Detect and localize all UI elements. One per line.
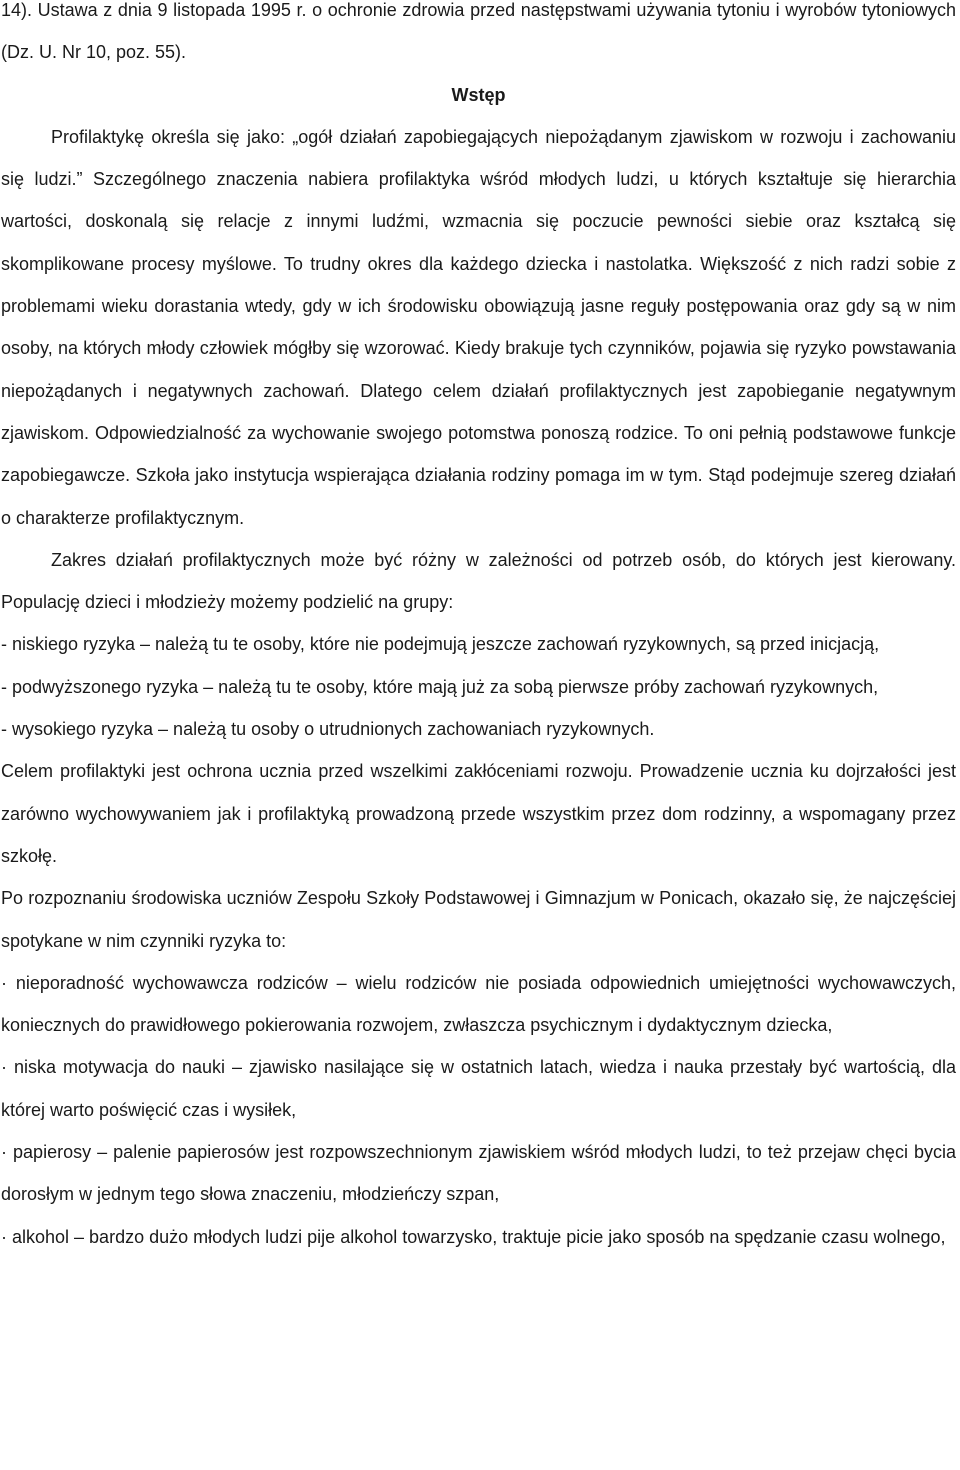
section-heading: Wstęp: [451, 84, 506, 105]
risk-group-low: - niskiego ryzyka – należą tu te osoby, które nie podejmują jeszcze zachowań ryzykownych, są przed inicjacją,: [1, 634, 880, 655]
legal-reference: 14). Ustawa z dnia 9 listopada 1995 r. o ochronie zdrowia przed następstwami używania tytoniu i wyrobów tytoniowych (Dz. U. Nr 10, poz. 55).: [1, 0, 956, 63]
risk-group-elevated: - podwyższonego ryzyka – należą tu te osoby, które mają już za sobą pierwsze próby zachowań ryzykownych,: [1, 676, 879, 697]
intro-paragraph: Profilaktykę określa się jako: „ogół działań zapobiegających niepożądanym zjawiskom w rozwoju i zachowaniu się ludzi.” Szczególnego znaczenia nabiera profilaktyka wśród młodych ludzi, u których kształtuje się hierarchia wartości, doskonalą się relacje z innymi ludźmi, wzmacnia się poczucie pewności siebie oraz kształcą się skomplikowane procesy myślowe. To trudny okres dla każdego dziecka i nastolatka. Większość z nich radzi sobie z problemami wieku dorastania wtedy, gdy w ich środowisku obowiązują jasne reguły postępowania oraz gdy są w nim osoby, na których młody człowiek mógłby się wzorować. Kiedy brakuje tych czynników, pojawia się ryzyko powstawania niepożądanych i negatywnych zachowań. Dlatego celem działań profilaktycznych jest zapobieganie negatywnym zjawiskom. Odpowiedzialność za wychowanie swojego potomstwa ponoszą rodzice. To oni pełnią podstawowe funkcje zapobiegawcze. Szkoła jako instytucja wspierająca działania rodziny pomaga im w tym. Stąd podejmuje szereg działań o charakterze profilaktycznym.: [1, 126, 956, 528]
risk-factor-item: · alkohol – bardzo dużo młodych ludzi pije alkohol towarzysko, traktuje picie jako sposób na spędzanie czasu wolnego,: [1, 1226, 946, 1247]
risk-factor-item: · papierosy – palenie papierosów jest rozpowszechnionym zjawiskiem wśród młodych ludzi, to też przejaw chęci bycia dorosłym w jednym tego słowa znaczeniu, młodzieńczy szpan,: [1, 1142, 956, 1205]
risk-group-high: - wysokiego ryzyka – należą tu osoby o utrudnionych zachowaniach ryzykownych.: [1, 719, 655, 740]
risk-factor-item: · nieporadność wychowawcza rodziców – wielu rodziców nie posiada odpowiednich umiejętności wychowawczych, koniecznych do prawidłowego pokierowania rozwojem, zwłaszcza psychicznym i dydaktycznym dziecka,: [1, 972, 956, 1036]
scope-paragraph: Zakres działań profilaktycznych może być różny w zależności od potrzeb osób, do których jest kierowany. Populację dzieci i młodzieży możemy podzielić na grupy:: [1, 549, 956, 613]
diagnosis-paragraph: Po rozpoznaniu środowiska uczniów Zespołu Szkoły Podstawowej i Gimnazjum w Ponicach, okazało się, że najczęściej spotykane w nim czynniki ryzyka to:: [1, 888, 956, 951]
risk-factor-item: · niska motywacja do nauki – zjawisko nasilające się w ostatnich latach, wiedza i nauka przestały być wartością, dla której warto poświęcić czas i wysiłek,: [1, 1057, 956, 1120]
goal-paragraph: Celem profilaktyki jest ochrona ucznia przed wszelkimi zakłóceniami rozwoju. Prowadzenie ucznia ku dojrzałości jest zarówno wychowywaniem jak i profilaktyką prowadzoną przede wszystkim przez dom rodzinny, a wspomagany przez szkołę.: [1, 761, 956, 866]
